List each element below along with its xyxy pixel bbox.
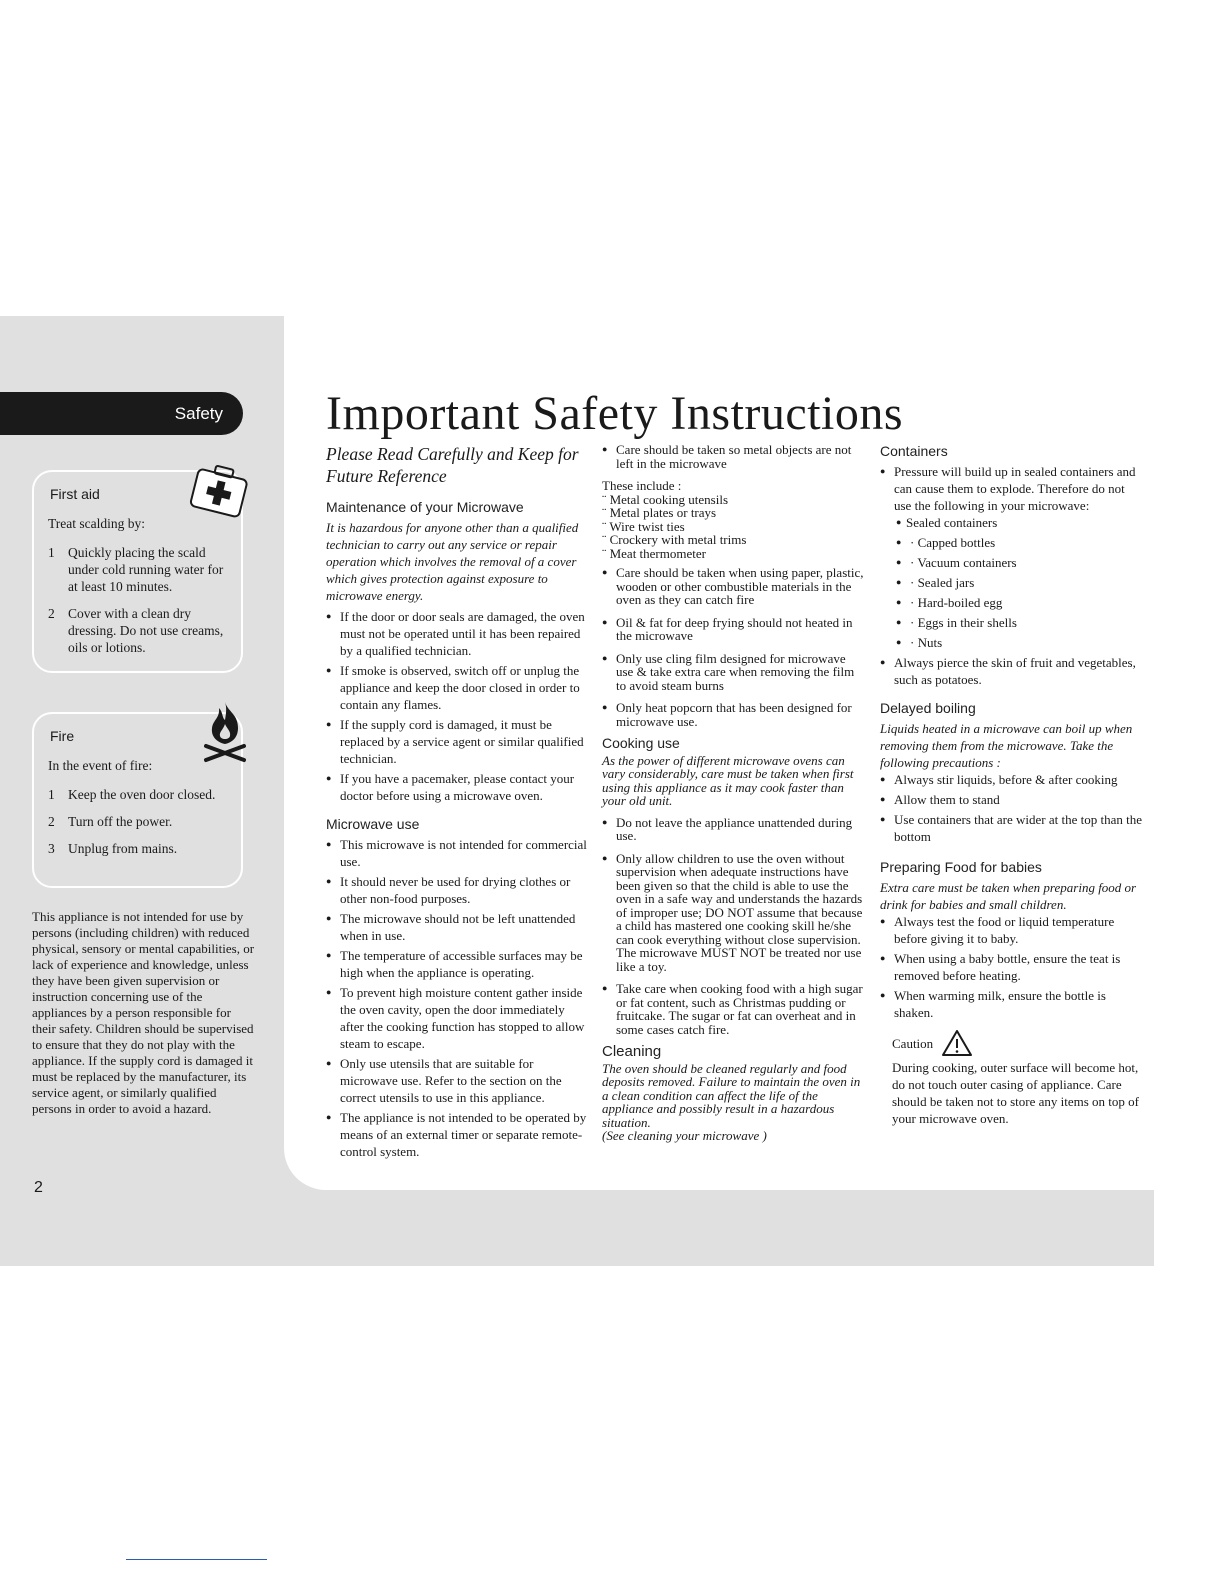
list-item: ● · Sealed jars [896,574,1145,591]
list-item: ¨ Crockery with metal trims [602,532,747,547]
list-item: ● Use containers that are wider at the top than the bottom [880,811,1145,845]
cleaning-heading: Cleaning [602,1043,662,1060]
list-item: ● Care should be taken so metal objects are not left in the microwave [602,443,864,470]
include-list [602,493,864,561]
list-item: ● It should never be used for drying clothes or other non-food purposes. [326,873,588,907]
caution-row [892,1029,1145,1057]
list-item: ● Pressure will build up in sealed containers and can cause them to explode. Therefore do not use the following in your microwave: ● Sealed containers ● · Capped bottles ● · Vacuum containers ● · Sealed jars ● · Hard-boiled egg ● · Eggs in their shells ● · Nuts [880,463,1145,651]
list-item: ¨ Wire twist ties [602,518,685,534]
list-item: ● · Nuts [896,634,1145,651]
page-title: Important Safety Instructions [326,387,904,440]
babies-heading: Preparing Food for babies [880,859,1042,875]
list-item: ● The temperature of accessible surfaces may be high when the appliance is operating. [326,947,588,981]
first-aid-steps [48,544,229,656]
section-tab [0,392,243,435]
list-item: ¨ Metal plates or trays [602,505,717,520]
list-item: ● Only allow children to use the oven without supervision when adequate instructions have been given so that the child is able to use the oven in a safe way and understands the hazards of improper use; DO NOT assume that because a child has mastered one cooking skill he/she can cook everything without close supervision. The microwave MUST NOT be treated nor use like a toy. [602,852,864,974]
list-item: ● Oil & fat for deep frying should not heated in the microwave [602,616,864,643]
warning-icon [941,1029,973,1057]
subtitle: Please Read Carefully and Keep for Future Reference [326,444,579,486]
maintenance-list [326,608,588,804]
column-1 [326,443,588,1163]
disclaimer-text: This appliance is not intended for use by persons (including children) with reduced physical, sensory or mental capabilities, or lack of experience and knowledge, unless they have been given supervision or instruction concerning use of the appliances by a person responsible for their safety. Children should be supervised to ensure that they do not play with the appliance. If the supply cord is damaged it must be replaced by the manufacturer, its service agent, or similarly qualified persons in order to avoid a hazard. [32,909,255,1116]
list-item: ● If the door or door seals are damaged, the oven must not be operated until it has been repaired by a qualified technician. [326,608,588,659]
list-item: ● When warming milk, ensure the bottle is shaken. [880,987,1145,1021]
delayed-boiling-heading: Delayed boiling [880,700,976,716]
babies-intro: Extra care must be taken when preparing food or drink for babies and small children. [880,880,1137,912]
maintenance-intro: It is hazardous for anyone other than a qualified technician to carry out any service or repair operation which involves the removal of a cover which gives protection against exposure to microwave energy. [326,520,579,603]
first-aid-kit-icon [186,462,252,518]
caution-label: Caution [892,1035,934,1051]
list-item: ¨ Metal cooking utensils [602,491,729,507]
cleaning-text: The oven should be cleaned regularly and food deposits removed. Failure to maintain the oven in a clean condition can affect the life of the appliance and possibly result in a hazardous situation. [602,1060,861,1130]
list-item: ● Always test the food or liquid temperature before giving it to baby. [880,913,1145,947]
microwave-use-heading: Microwave use [326,816,420,832]
delayed-boiling-list [880,771,1145,845]
list-item: ● This microwave is not intended for commercial use. [326,836,588,870]
include-heading: These include : [602,478,682,493]
caution-text: During cooking, outer surface will become hot, do not touch outer casing of appliance. Care should be taken not to store any items on top of your microwave oven. [892,1060,1139,1126]
list-item: ● To prevent high moisture content gather inside the oven cavity, open the door immediately after the cooking function has stopped to allow steam to escape. [326,984,588,1052]
containers-list [880,463,1145,688]
fire-step: 2 Turn off the power. [48,814,173,829]
list-item: ● · Hard-boiled egg [896,594,1145,611]
first-aid-heading: First aid [50,486,100,502]
cooking-use-intro: As the power of different microwave ovens can vary considerably, care must be taken when first using this appliance as it may cook faster than your old unit. [602,752,854,808]
column-2 [602,443,864,1147]
list-item: ● The microwave should not be left unattended when in use. [326,910,588,944]
section-tab-label: Safety [174,403,223,423]
list-item: ● Sealed containers [896,514,1145,531]
list-item: ● · Capped bottles [896,534,1145,551]
microwave-use-list [326,836,588,1160]
list-item: ● If smoke is observed, switch off or unplug the appliance and keep the door closed in order to contain any flames. [326,662,588,713]
list-item: ● Do not leave the appliance unattended during use. [602,816,864,843]
fire-steps [48,786,229,857]
first-aid-step: 1 Quickly placing the scald under cold running water for at least 10 minutes. [48,545,224,594]
sealed-items-list [894,514,1145,651]
first-aid-intro: Treat scalding by: [48,516,145,531]
list-item: ● · Vacuum containers [896,554,1145,571]
list-item: ● Only heat popcorn that has been designed for microwave use. [602,701,864,728]
containers-heading: Containers [880,443,948,459]
list-item: ● If the supply cord is damaged, it must be replaced by a service agent or similar qualified technician. [326,716,588,767]
first-aid-step: 2 Cover with a clean dry dressing. Do not use creams, oils or lotions. [48,606,224,655]
list-item: ● Always pierce the skin of fruit and vegetables, such as potatoes. [880,654,1145,688]
fire-step: 1 Keep the oven door closed. [48,787,216,802]
list-item: ¨ Meat thermometer [602,545,706,561]
list-item: ● · Eggs in their shells [896,614,1145,631]
list-item: ● Take care when cooking food with a high sugar or fat content, such as Christmas pudding or fruitcake. The sugar or fat can overheat and in some cases catch fire. [602,982,864,1036]
maintenance-heading: Maintenance of your Microwave [326,499,524,515]
divider-line [126,1559,267,1560]
list-item: ● Only use utensils that are suitable for microwave use. Refer to the section on the correct utensils to use in this appliance. [326,1055,588,1106]
list-item: ● Only use cling film designed for microwave use & take extra care when removing the film to avoid steam burns [602,652,864,693]
list-item: ● When using a baby bottle, ensure the teat is removed before heating. [880,950,1145,984]
cooking-use-heading: Cooking use [602,735,680,751]
fire-heading: Fire [50,728,75,744]
fire-step: 3 Unplug from mains. [48,841,178,856]
cooking-use-list [602,816,864,1037]
babies-list [880,913,1145,1021]
metal-list [602,443,864,470]
list-item: ● The appliance is not intended to be operated by means of an external timer or separate remote-control system. [326,1109,588,1160]
materials-list [602,566,864,728]
fire-icon [200,698,250,764]
list-item: ● If you have a pacemaker, please contact your doctor before using a microwave oven. [326,770,588,804]
cleaning-reference: (See cleaning your microwave ) [602,1128,767,1143]
delayed-boiling-intro: Liquids heated in a microwave can boil up when removing them from the microwave. Take the following precautions : [880,721,1133,770]
page-number: 2 [34,1179,43,1196]
list-item: ● Care should be taken when using paper, plastic, wooden or other combustible materials in the oven as they can catch fire [602,566,864,607]
column-3 [880,443,1145,1127]
fire-intro: In the event of fire: [48,758,153,773]
list-item: ● Allow them to stand [880,791,1145,808]
list-item: ● Always stir liquids, before & after cooking [880,771,1145,788]
